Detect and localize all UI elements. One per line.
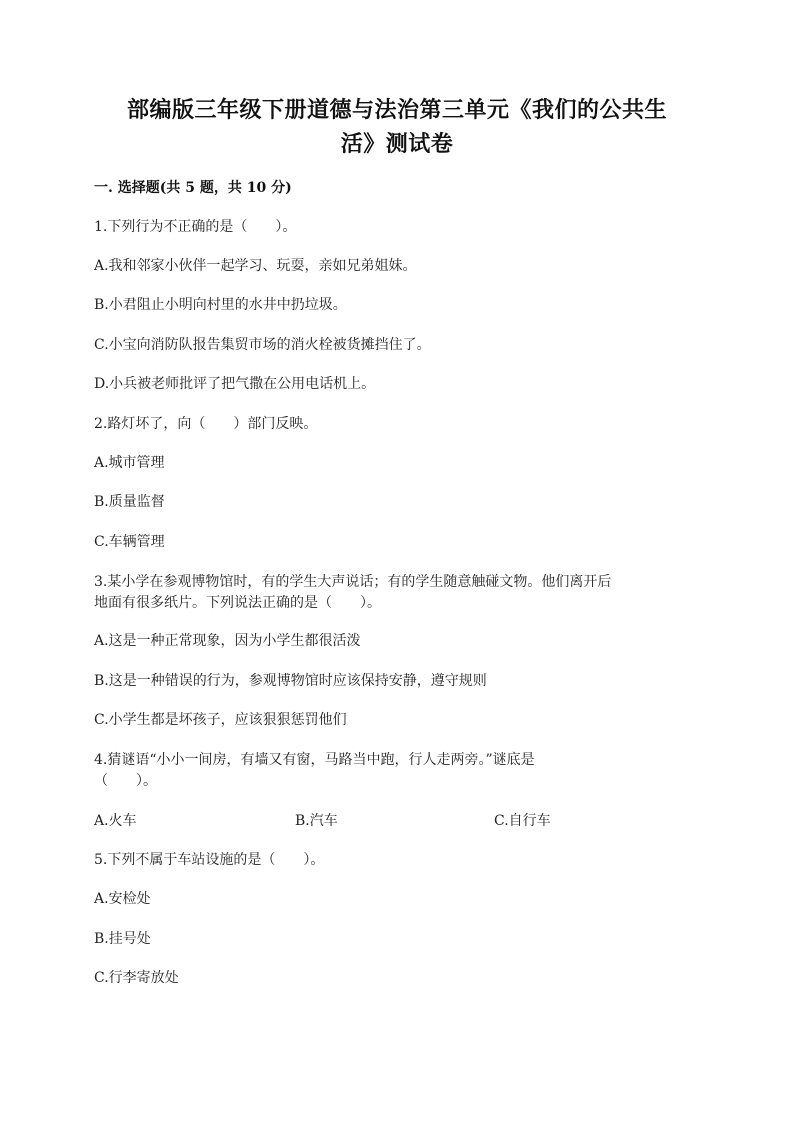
question-4-option-b: B.汽车 xyxy=(295,813,338,829)
title-line-1: 部编版三年级下册道德与法治第三单元《我们的公共生 xyxy=(126,97,667,123)
question-4-stem-line-2: （ ）。 xyxy=(94,773,157,789)
question-3-option-b: B.这是一种错误的行为，参观博物馆时应该保持安静，遵守规则 xyxy=(94,673,487,689)
question-5-option-a: A.安检处 xyxy=(94,891,151,907)
question-5-option-b: B.挂号处 xyxy=(94,931,151,947)
question-3-option-a: A.这是一种正常现象，因为小学生都很活泼 xyxy=(94,633,361,649)
section-header: 一. 选择题(共 5 题，共 10 分) xyxy=(94,180,292,196)
question-1-option-a: A.我和邻家小伙伴一起学习、玩耍，亲如兄弟姐妹。 xyxy=(94,258,417,274)
question-2-option-b: B.质量监督 xyxy=(94,494,165,510)
question-3-option-c: C.小学生都是坏孩子，应该狠狠惩罚他们 xyxy=(94,712,347,728)
question-5-option-c: C.行李寄放处 xyxy=(94,970,179,986)
question-2-option-c: C.车辆管理 xyxy=(94,534,165,550)
question-3-stem-line-1: 3.某小学在参观博物馆时，有的学生大声说话；有的学生随意触碰文物。他们离开后 xyxy=(94,574,612,590)
question-1-option-b: B.小君阻止小明向村里的水井中扔垃圾。 xyxy=(94,297,347,313)
title-line-2: 活》测试卷 xyxy=(340,131,454,157)
question-4-stem-line-1: 4.猜谜语“小小一间房，有墙又有窗，马路当中跑，行人走两旁。”谜底是 xyxy=(94,752,535,768)
question-1-option-d: D.小兵被老师批评了把气撒在公用电话机上。 xyxy=(94,376,376,392)
question-4-option-c: C.自行车 xyxy=(494,813,551,829)
question-2-stem: 2.路灯坏了，向（ ）部门反映。 xyxy=(94,416,318,432)
question-1-option-c: C.小宝向消防队报告集贸市场的消火栓被货摊挡住了。 xyxy=(94,337,431,353)
question-2-option-a: A.城市管理 xyxy=(94,455,165,471)
document-title xyxy=(90,93,704,161)
question-5-stem: 5.下列不属于车站设施的是（ ）。 xyxy=(94,852,325,868)
question-4-options xyxy=(94,811,654,831)
question-3-stem-line-2: 地面有很多纸片。下列说法正确的是（ ）。 xyxy=(94,595,381,611)
question-4-option-a: A.火车 xyxy=(94,813,137,829)
question-1-stem: 1.下列行为不正确的是（ ）。 xyxy=(94,219,297,235)
